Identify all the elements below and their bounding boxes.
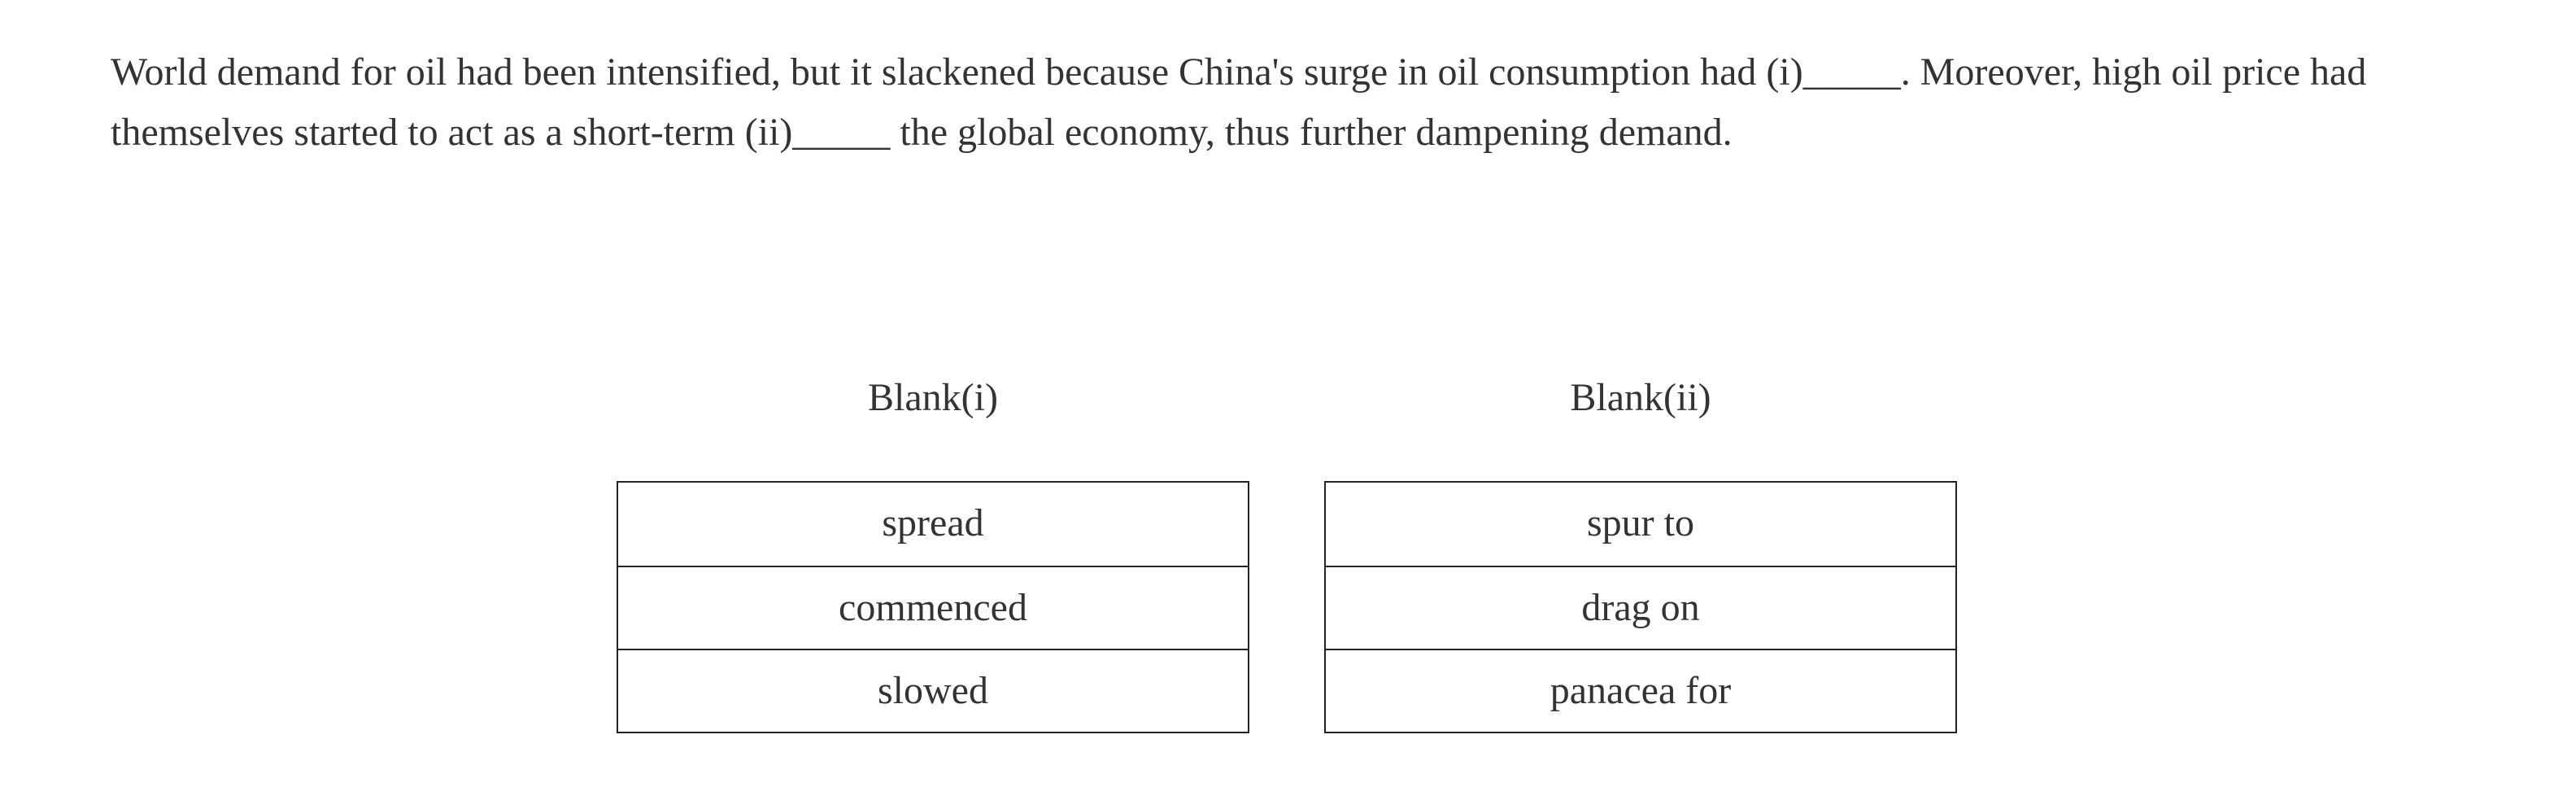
blank-i-title: Blank(i) [868,376,998,419]
option-spur-to[interactable]: spur to [1326,483,1955,566]
option-drag-on[interactable]: drag on [1326,566,1955,649]
blank-ii-options [1324,481,1957,733]
option-panacea-for[interactable]: panacea for [1326,649,1955,732]
question-text: World demand for oil had been intensified, but it slackened because China's surge in oil consumption had (i)_____. Moreover, high oil price had themselves started to act as a short-term (ii)_____ the global economy, thus further dampening demand. [111,50,2367,154]
blank-ii-column [1324,368,1957,712]
option-spread[interactable]: spread [618,483,1248,566]
blank-i-column [617,368,1249,712]
option-slowed[interactable]: slowed [618,649,1248,732]
blank-ii-title: Blank(ii) [1570,376,1711,419]
blank-i-options [617,481,1249,733]
option-commenced[interactable]: commenced [618,566,1248,649]
